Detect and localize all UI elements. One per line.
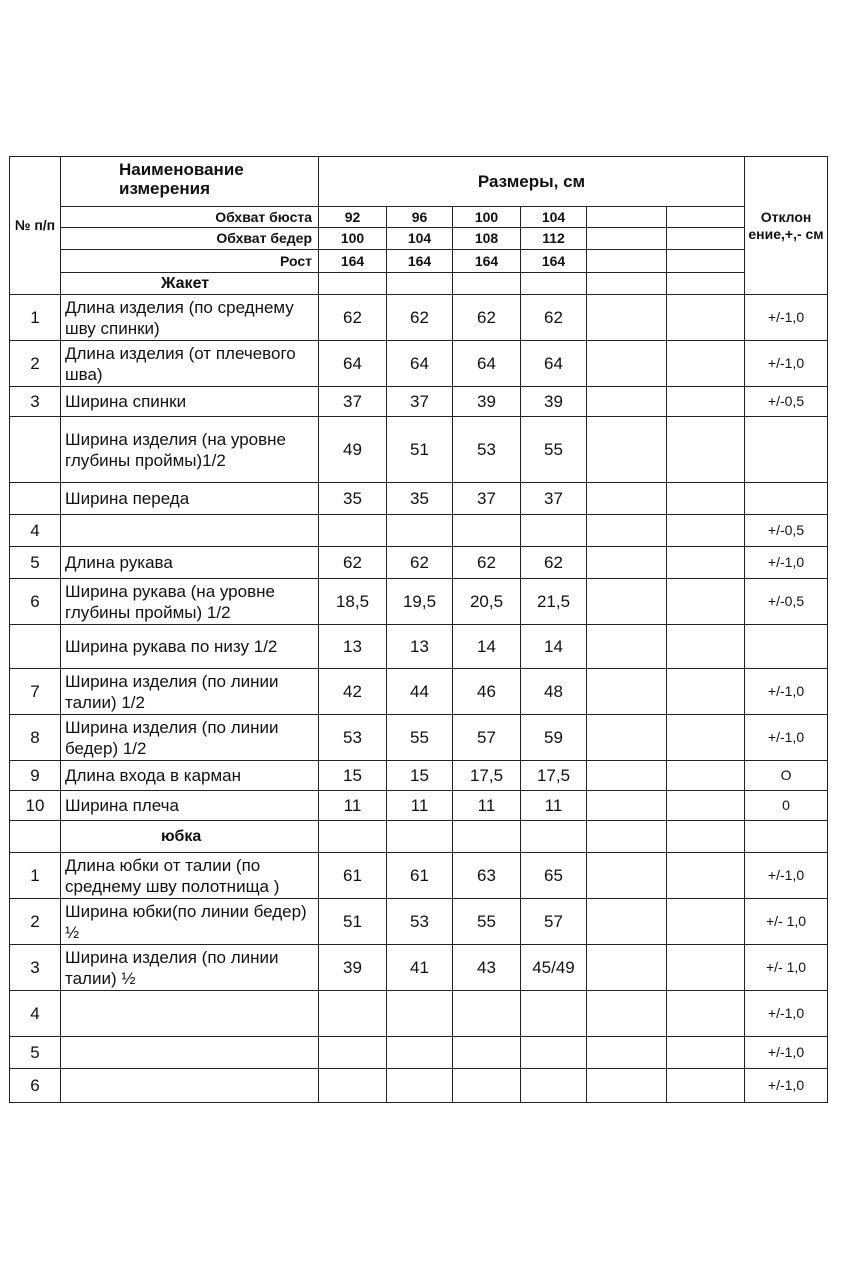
measurement-value: [521, 1069, 587, 1103]
measurement-value: 51: [319, 899, 387, 945]
measurement-value: 11: [319, 791, 387, 821]
deviation-value: +/-1,0: [745, 715, 828, 761]
measurement-name: Ширина изделия (по линии бедер) 1/2: [61, 715, 319, 761]
section-row: [10, 821, 828, 853]
row-number: 9: [10, 761, 61, 791]
measurement-value: 64: [319, 341, 387, 387]
measurement-value: 17,5: [521, 761, 587, 791]
empty-cell: [667, 295, 745, 341]
empty-cell: [667, 899, 745, 945]
empty-cell: [587, 228, 667, 250]
measurement-value: 37: [453, 483, 521, 515]
table-row: [10, 483, 828, 515]
row-number: 10: [10, 791, 61, 821]
param-value: 164: [453, 250, 521, 273]
empty-cell: [667, 669, 745, 715]
param-value: 164: [387, 250, 453, 273]
param-label: Обхват бюста: [61, 207, 319, 228]
empty-cell: [587, 387, 667, 417]
measurement-value: [521, 1037, 587, 1069]
measurement-value: 39: [319, 945, 387, 991]
deviation-value: +/-0,5: [745, 515, 828, 547]
empty-cell: [319, 273, 387, 295]
empty-cell: [667, 273, 745, 295]
measurement-value: 62: [319, 547, 387, 579]
measurement-value: 35: [319, 483, 387, 515]
empty-cell: [521, 273, 587, 295]
param-value: 112: [521, 228, 587, 250]
measurement-value: [387, 991, 453, 1037]
measurement-value: 11: [453, 791, 521, 821]
header-num: № п/п: [10, 157, 61, 295]
empty-cell: [10, 821, 61, 853]
measurement-value: 55: [387, 715, 453, 761]
deviation-value: +/-0,5: [745, 579, 828, 625]
empty-cell: [587, 207, 667, 228]
measurement-name: Ширина переда: [61, 483, 319, 515]
table-row: [10, 715, 828, 761]
measurement-value: [387, 1069, 453, 1103]
empty-cell: [587, 821, 667, 853]
table-row: [10, 547, 828, 579]
empty-cell: [587, 579, 667, 625]
measurement-value: 46: [453, 669, 521, 715]
measurement-value: 21,5: [521, 579, 587, 625]
empty-cell: [667, 341, 745, 387]
row-number: 6: [10, 1069, 61, 1103]
empty-cell: [667, 791, 745, 821]
measurement-value: [453, 515, 521, 547]
measurement-value: [319, 1037, 387, 1069]
row-number: [10, 483, 61, 515]
param-value: 104: [521, 207, 587, 228]
empty-cell: [387, 821, 453, 853]
measurement-value: 61: [319, 853, 387, 899]
empty-cell: [745, 821, 828, 853]
measurement-value: 37: [521, 483, 587, 515]
measurement-name: Длина юбки от талии (по среднему шву полотнища ): [61, 853, 319, 899]
measurement-value: [319, 515, 387, 547]
deviation-value: +/-0,5: [745, 387, 828, 417]
measurement-name: [61, 991, 319, 1037]
empty-cell: [587, 625, 667, 669]
measurement-name: Длина рукава: [61, 547, 319, 579]
measurement-value: 13: [387, 625, 453, 669]
measurement-value: 19,5: [387, 579, 453, 625]
measurement-value: 13: [319, 625, 387, 669]
measurement-value: 43: [453, 945, 521, 991]
empty-cell: [521, 821, 587, 853]
empty-cell: [587, 791, 667, 821]
measurement-value: 61: [387, 853, 453, 899]
empty-cell: [667, 207, 745, 228]
measurement-value: [319, 991, 387, 1037]
deviation-value: О: [745, 761, 828, 791]
measurement-value: [453, 1037, 521, 1069]
row-number: 3: [10, 387, 61, 417]
table-row: [10, 417, 828, 483]
measurement-value: 65: [521, 853, 587, 899]
row-number: 6: [10, 579, 61, 625]
empty-cell: [587, 1069, 667, 1103]
table-row: [10, 1069, 828, 1103]
empty-cell: [667, 417, 745, 483]
deviation-value: [745, 417, 828, 483]
measurement-value: 37: [319, 387, 387, 417]
measurement-name: Длина входа в карман: [61, 761, 319, 791]
empty-cell: [667, 250, 745, 273]
section-row: [10, 273, 828, 295]
empty-cell: [587, 1037, 667, 1069]
deviation-value: [745, 625, 828, 669]
measurement-value: [453, 1069, 521, 1103]
measurement-value: 49: [319, 417, 387, 483]
empty-cell: [587, 295, 667, 341]
measurement-value: 59: [521, 715, 587, 761]
measurement-name: Ширина рукава (на уровне глубины проймы) 1/2: [61, 579, 319, 625]
measurement-name: Ширина спинки: [61, 387, 319, 417]
empty-cell: [453, 821, 521, 853]
measurement-value: 11: [387, 791, 453, 821]
deviation-value: 0: [745, 791, 828, 821]
measurement-value: [521, 991, 587, 1037]
empty-cell: [667, 387, 745, 417]
table-row: [10, 945, 828, 991]
table-row: [10, 791, 828, 821]
measurement-value: 64: [521, 341, 587, 387]
empty-cell: [319, 821, 387, 853]
param-row: [10, 250, 828, 273]
measurement-value: 44: [387, 669, 453, 715]
empty-cell: [587, 417, 667, 483]
empty-cell: [587, 991, 667, 1037]
deviation-value: +/-1,0: [745, 853, 828, 899]
table-row: [10, 625, 828, 669]
table-row: [10, 669, 828, 715]
param-value: 164: [319, 250, 387, 273]
row-number: 4: [10, 515, 61, 547]
measurement-value: 18,5: [319, 579, 387, 625]
empty-cell: [587, 547, 667, 579]
measurement-value: [387, 1037, 453, 1069]
deviation-value: +/-1,0: [745, 341, 828, 387]
deviation-value: +/-1,0: [745, 547, 828, 579]
table-row: [10, 761, 828, 791]
row-number: 5: [10, 547, 61, 579]
param-value: 108: [453, 228, 521, 250]
empty-cell: [587, 515, 667, 547]
deviation-value: +/-1,0: [745, 1037, 828, 1069]
measurement-value: 42: [319, 669, 387, 715]
section-title: Жакет: [61, 273, 319, 295]
measurement-value: 53: [387, 899, 453, 945]
measurement-value: 62: [453, 295, 521, 341]
measurement-value: 63: [453, 853, 521, 899]
row-number: 5: [10, 1037, 61, 1069]
measurements-table: [9, 156, 828, 1103]
param-value: 164: [521, 250, 587, 273]
deviation-value: +/-1,0: [745, 991, 828, 1037]
empty-cell: [587, 899, 667, 945]
table-row: [10, 853, 828, 899]
empty-cell: [587, 761, 667, 791]
empty-cell: [667, 715, 745, 761]
measurement-value: 11: [521, 791, 587, 821]
empty-cell: [667, 515, 745, 547]
measurement-value: 39: [453, 387, 521, 417]
measurement-value: 55: [521, 417, 587, 483]
measurement-value: 45/49: [521, 945, 587, 991]
measurement-value: 41: [387, 945, 453, 991]
empty-cell: [587, 273, 667, 295]
measurement-name: Ширина изделия (по линии талии) ½: [61, 945, 319, 991]
deviation-value: [745, 483, 828, 515]
measurement-value: 39: [521, 387, 587, 417]
measurement-name: Ширина плеча: [61, 791, 319, 821]
measurement-value: 57: [521, 899, 587, 945]
table-row: [10, 295, 828, 341]
row-number: 7: [10, 669, 61, 715]
row-number: 8: [10, 715, 61, 761]
row-number: 4: [10, 991, 61, 1037]
table-row: [10, 387, 828, 417]
empty-cell: [667, 1037, 745, 1069]
measurement-value: 62: [521, 295, 587, 341]
measurement-value: 17,5: [453, 761, 521, 791]
empty-cell: [667, 991, 745, 1037]
row-number: 2: [10, 899, 61, 945]
header-name: Наименование измерения: [61, 157, 319, 207]
measurement-value: 64: [387, 341, 453, 387]
header-sizes: Размеры, см: [319, 157, 745, 207]
table-row: [10, 991, 828, 1037]
empty-cell: [667, 483, 745, 515]
measurement-name: [61, 515, 319, 547]
measurement-value: 14: [453, 625, 521, 669]
empty-cell: [453, 273, 521, 295]
row-number: 3: [10, 945, 61, 991]
empty-cell: [587, 853, 667, 899]
param-value: 96: [387, 207, 453, 228]
measurement-name: Длина изделия (от плечевого шва): [61, 341, 319, 387]
measurement-value: 51: [387, 417, 453, 483]
empty-cell: [667, 228, 745, 250]
table-row: [10, 899, 828, 945]
measurement-value: 15: [387, 761, 453, 791]
measurement-value: 53: [453, 417, 521, 483]
measurement-value: 48: [521, 669, 587, 715]
table-body: [10, 157, 828, 1103]
param-value: 104: [387, 228, 453, 250]
measurement-value: 55: [453, 899, 521, 945]
measurement-name: [61, 1069, 319, 1103]
empty-cell: [667, 761, 745, 791]
deviation-value: +/- 1,0: [745, 945, 828, 991]
empty-cell: [667, 853, 745, 899]
measurement-value: 53: [319, 715, 387, 761]
measurement-name: Ширина юбки(по линии бедер) ½: [61, 899, 319, 945]
empty-cell: [587, 945, 667, 991]
empty-cell: [667, 579, 745, 625]
empty-cell: [587, 250, 667, 273]
empty-cell: [667, 821, 745, 853]
empty-cell: [667, 547, 745, 579]
measurement-value: 62: [387, 547, 453, 579]
measurement-value: [387, 515, 453, 547]
table-row: [10, 579, 828, 625]
measurement-name: [61, 1037, 319, 1069]
measurement-value: 14: [521, 625, 587, 669]
table-row: [10, 515, 828, 547]
empty-cell: [587, 715, 667, 761]
measurement-name: Ширина изделия (на уровне глубины проймы)1/2: [61, 417, 319, 483]
deviation-value: +/-1,0: [745, 669, 828, 715]
deviation-value: +/- 1,0: [745, 899, 828, 945]
measurement-name: Длина изделия (по среднему шву спинки): [61, 295, 319, 341]
measurement-name: Ширина рукава по низу 1/2: [61, 625, 319, 669]
table-row: [10, 341, 828, 387]
row-number: 1: [10, 295, 61, 341]
section-title: юбка: [61, 821, 319, 853]
measurement-value: [319, 1069, 387, 1103]
param-value: 92: [319, 207, 387, 228]
measurement-value: 62: [521, 547, 587, 579]
row-number: [10, 417, 61, 483]
deviation-value: +/-1,0: [745, 1069, 828, 1103]
empty-cell: [587, 669, 667, 715]
empty-cell: [587, 341, 667, 387]
row-number: 1: [10, 853, 61, 899]
measurement-value: 64: [453, 341, 521, 387]
header-deviation: Отклон ение,+,- см: [745, 157, 828, 295]
measurement-value: 62: [387, 295, 453, 341]
measurement-value: 37: [387, 387, 453, 417]
deviation-value: +/-1,0: [745, 295, 828, 341]
param-value: 100: [319, 228, 387, 250]
param-label: Рост: [61, 250, 319, 273]
empty-cell: [387, 273, 453, 295]
measurement-value: 20,5: [453, 579, 521, 625]
empty-cell: [667, 1069, 745, 1103]
empty-cell: [667, 945, 745, 991]
empty-cell: [587, 483, 667, 515]
measurement-value: 15: [319, 761, 387, 791]
empty-cell: [667, 625, 745, 669]
measurement-value: [453, 991, 521, 1037]
row-number: 2: [10, 341, 61, 387]
measurement-value: 57: [453, 715, 521, 761]
row-number: [10, 625, 61, 669]
param-row: [10, 207, 828, 228]
measurement-name: Ширина изделия (по линии талии) 1/2: [61, 669, 319, 715]
measurement-value: 35: [387, 483, 453, 515]
measurement-value: 62: [319, 295, 387, 341]
param-value: 100: [453, 207, 521, 228]
table-row: [10, 1037, 828, 1069]
param-row: [10, 228, 828, 250]
measurement-value: 62: [453, 547, 521, 579]
param-label: Обхват бедер: [61, 228, 319, 250]
measurement-value: [521, 515, 587, 547]
